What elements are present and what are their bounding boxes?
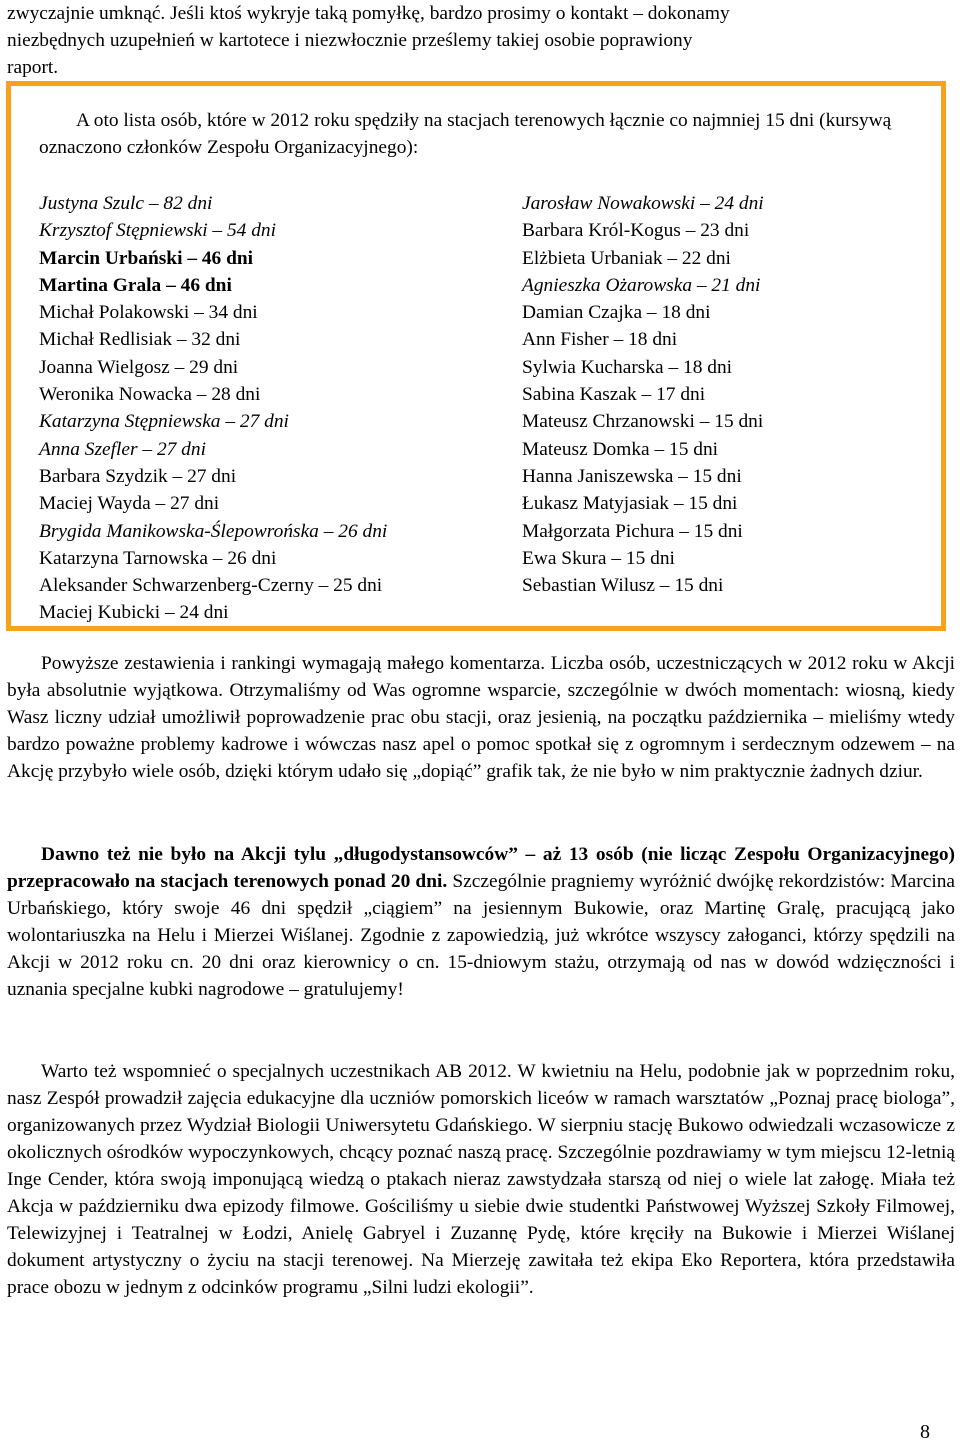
participant-entry: Barbara Król-Kogus – 23 dni (522, 220, 750, 242)
participant-entry: Brygida Manikowska-Ślepowrońska – 26 dni (39, 520, 388, 542)
participant-entry: Michał Polakowski – 34 dni (39, 302, 258, 324)
participant-entry: Elżbieta Urbaniak – 22 dni (522, 247, 731, 269)
participant-entry: Justyna Szulc – 82 dni (39, 193, 213, 214)
box-intro: A oto lista osób, które w 2012 roku spędziły na stacjach terenowych łącznie co najmniej 15 dni (kursywą oznaczono członków Zespołu Organizacyjnego): (39, 110, 892, 158)
participant-entry: Weronika Nowacka – 28 dni (39, 384, 261, 406)
participant-entry: Katarzyna Tarnowska – 26 dni (39, 547, 277, 569)
participant-entry: Maciej Kubicki – 24 dni (39, 602, 229, 624)
participant-entry: Martina Grala – 46 dni (39, 274, 232, 296)
participant-entry: Krzysztof Stępniewski – 54 dni (39, 220, 276, 242)
participant-entry: Damian Czajka – 18 dni (522, 302, 711, 324)
top-text (7, 0, 955, 81)
participant-entry: Maciej Wayda – 27 dni (39, 493, 220, 515)
participant-entry: Barbara Szydzik – 27 dni (39, 465, 237, 487)
right-column (522, 190, 764, 599)
paragraph-2-rest: Szczególnie pragniemy wyróżnić dwójkę rekordzistów: Marcina Urbańskiego, który swoje 46 dni spędził „ciągiem” na jesiennym Bukowie, oraz Martinę Gralę, pracującą jako wolontariuszka na Helu i Mierzei Wiślanej. Zgodnie z zapowiedzią, już wkrótce wszyscy załoganci, którzy spędzili na Akcji w 2012 roku cn. 20 dni oraz kierownicy o cn. 15-dniowym stażu, otrzymają od nas w dowód wdzięczności i uznania specjalne kubki nagrodowe – gratulujemy! (7, 871, 956, 1000)
participant-entry: Hanna Janiszewska – 15 dni (522, 465, 742, 487)
top-line-2: niezbędnych uzupełnień w kartotece i niezwłocznie prześlemy takiej osobie poprawiony (7, 30, 693, 51)
participant-entry: Mateusz Domka – 15 dni (522, 438, 719, 460)
top-line-1: zwyczajnie umknąć. Jeśli ktoś wykryje taką pomyłkę, bardzo prosimy o kontakt – dokonamy (7, 3, 730, 24)
participant-entry: Agnieszka Ożarowska – 21 dni (522, 274, 761, 296)
participant-entry: Ann Fisher – 18 dni (522, 329, 678, 351)
participant-entry: Łukasz Matyjasiak – 15 dni (522, 493, 738, 515)
participant-entry: Sylwia Kucharska – 18 dni (522, 356, 733, 378)
participant-entry: Sabina Kaszak – 17 dni (522, 384, 706, 406)
paragraph-2-bold: Dawno też nie było na Akcji tylu „długodystansowców” – aż 13 osób (nie licząc Zespołu Organizacyjnego) przepracowało na stacjach terenowych ponad 20 dni. (7, 844, 955, 892)
participant-entry: Ewa Skura – 15 dni (522, 547, 675, 569)
participant-entry: Michał Redlisiak – 32 dni (39, 329, 241, 351)
participants-box (6, 81, 946, 631)
top-line-3: raport. (7, 57, 59, 78)
participant-entry: Małgorzata Pichura – 15 dni (522, 520, 743, 542)
paragraph-3: Warto też wspomnieć o specjalnych uczestnikach AB 2012. W kwietniu na Helu, podobnie jak w poprzednim roku, nasz Zespół prowadził zajęcia edukacyjne dla uczniów pomorskich liceów w ramach warsztatów „Poznaj pracę biologa”, organizowanych przez Wydział Biologii Uniwersytetu Gdańskiego. W sierpniu stację Bukowo odwiedzali wczasowicze z okolicznych ośrodków wypoczynkowych, chcący poznać naszą pracę. Szczególnie pozdrawiamy w tym miejscu 12-letnią Inge Cender, która swoją imponującą wiedzą o ptakach nieraz zawstydzała starszą od niej o wiele lat załogę. Miała też Akcja w październiku dwa epizody filmowe. Gościliśmy u siebie dwie studentki Państwowej Wyższej Szkoły Filmowej, Telewizyjnej i Teatralnej w Łodzi, Anielę Gabryel i Zuzannę Pydę, które kręciły na Bukowie i Mierzei Wiślanej dokument artystyczny o życiu na stacji terenowej. Na Mierzeję zawitała też ekipa Eko Reportera, która przedstawiła prace obozu w jednym z odcinków programu „Silni ludzi ekologii”. (7, 1061, 955, 1298)
participant-entry: Jarosław Nowakowski – 24 dni (522, 193, 764, 214)
participant-entry: Mateusz Chrzanowski – 15 dni (522, 411, 764, 433)
participant-entry: Anna Szefler – 27 dni (39, 438, 206, 460)
participant-entry: Sebastian Wilusz – 15 dni (522, 575, 724, 597)
left-column (39, 190, 387, 627)
participant-entry: Joanna Wielgosz – 29 dni (39, 356, 239, 378)
paragraph-2 (7, 841, 955, 1003)
page-number: 8 (920, 1421, 930, 1443)
paragraph-1: Powyższe zestawienia i rankingi wymagają małego komentarza. Liczba osób, uczestniczących w 2012 roku w Akcji była absolutnie wyjątkowa. Otrzymaliśmy od Was ogromne wsparcie, szczególnie w dwóch momentach: wiosną, kiedy Wasz liczny udział umożliwił poprowadzenie prac obu stacji, oraz jesienią, na początku października – mieliśmy wtedy bardzo poważne problemy kadrowe i wówczas nasz apel o pomoc spotkał się z ogromnym i serdecznym odzewem – na Akcję przybyło wiele osób, dzięki którym udało się „dopiąć” grafik tak, że nie było w nim praktycznie żadnych dziur. (7, 653, 955, 782)
participant-entry: Aleksander Schwarzenberg-Czerny – 25 dni (39, 575, 383, 597)
participant-entry: Marcin Urbański – 46 dni (39, 247, 254, 269)
participant-entry: Katarzyna Stępniewska – 27 dni (39, 411, 289, 433)
